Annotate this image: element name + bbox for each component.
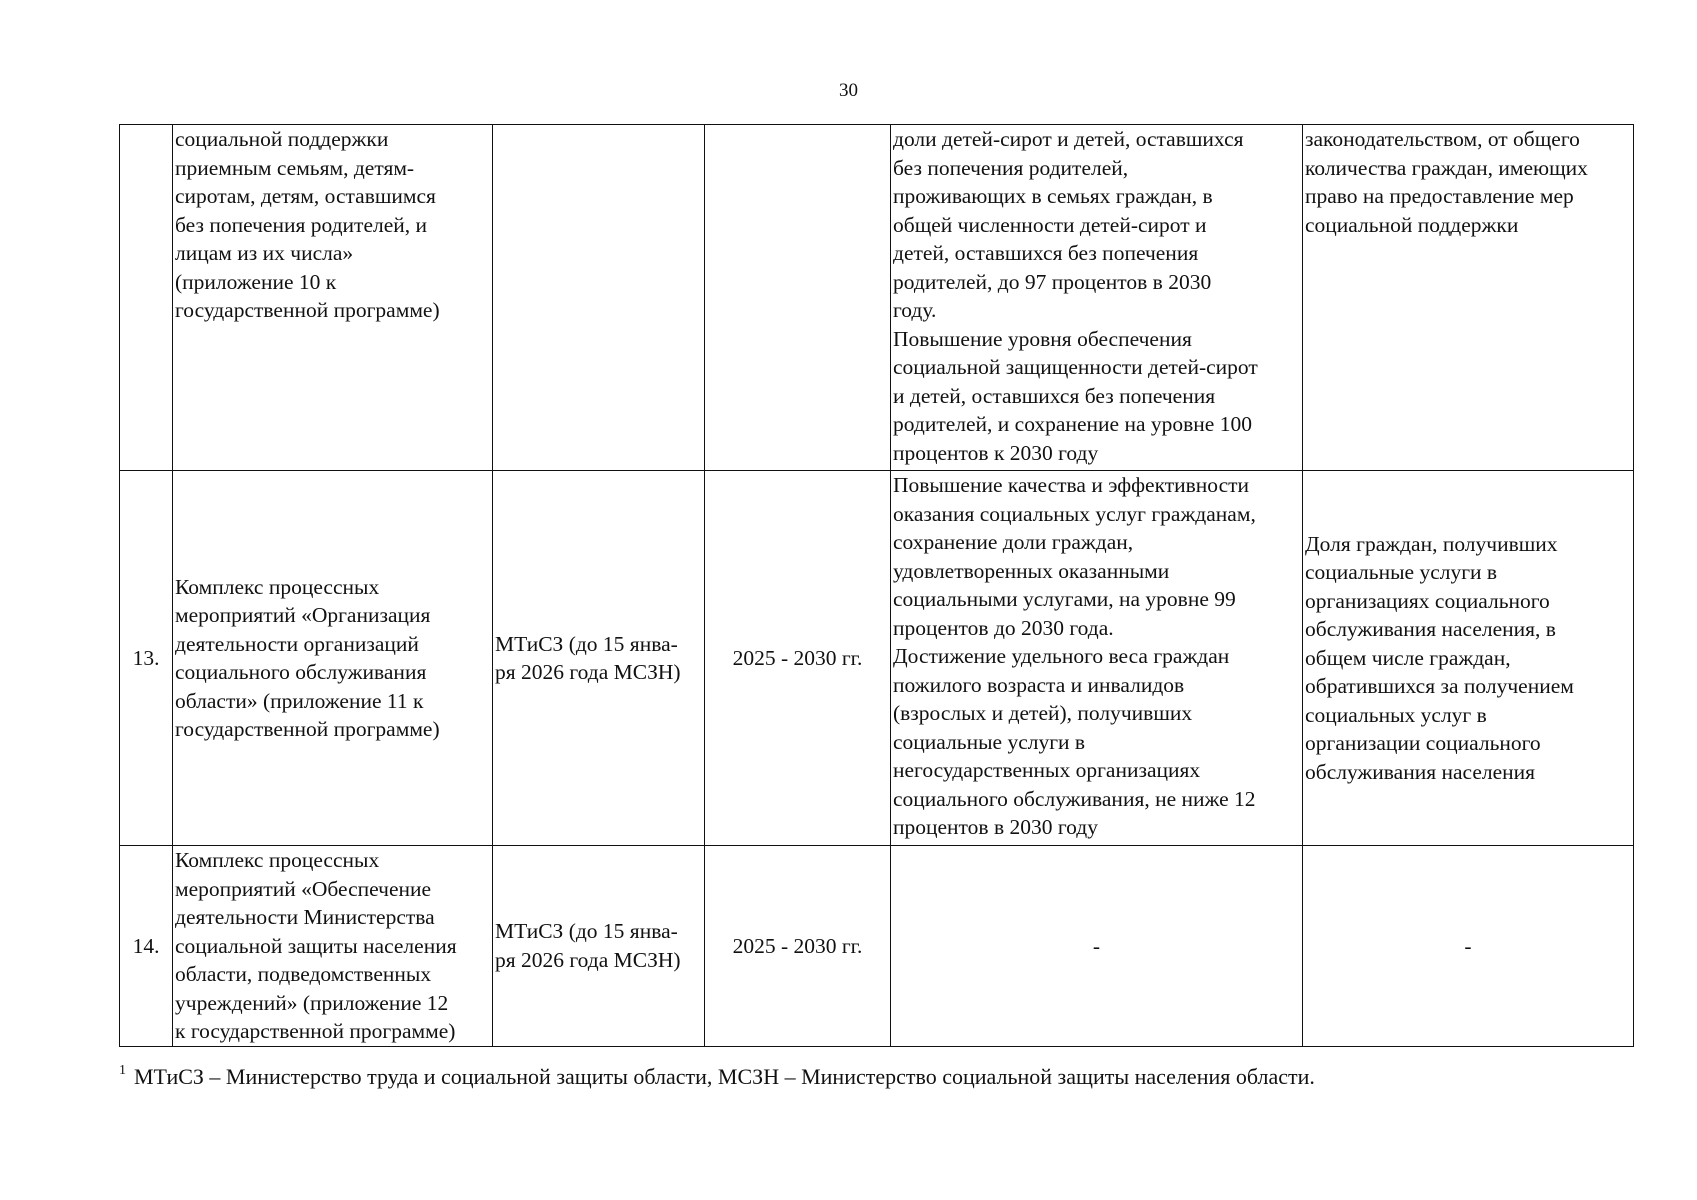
table-row	[120, 125, 1634, 471]
period-cell: 2025 - 2030 гг.	[705, 846, 891, 1047]
measure-name-text: Комплекс процессных мероприятий «Организация деятельности организаций социального обслуживания области» (приложение 11 к государственной программе)	[175, 574, 440, 741]
expected-results-text: Повышение качества и эффективности оказания социальных услуг гражданам, сохранение доли граждан, удовлетворенных оказанными социальными услугами, на уровне 99 процентов до 2030 года. Достижение удельного веса граждан пожилого возраста и инвалидов (взрослых и детей), получивших социальные услуги в негосударственных организациях социального обслуживания, не ниже 12 процентов в 2030 году	[893, 473, 1256, 839]
executor-text: МТиСЗ (до 15 янва- ря 2026 года МСЗН)	[495, 919, 681, 972]
expected-results-cell: -	[891, 846, 1303, 1047]
footnote-text: МТиСЗ – Министерство труда и социальной защиты области, МСЗН – Министерство социальной защиты населения области.	[134, 1064, 1315, 1089]
footnote	[119, 1063, 1315, 1090]
executor-cell	[493, 125, 705, 471]
indicator-cell	[1303, 125, 1634, 471]
period-cell: 2025 - 2030 гг.	[705, 471, 891, 846]
measure-name-text: Комплекс процессных мероприятий «Обеспечение деятельности Министерства социальной защиты населения области, подведомственных учреждений» (приложение 12 к государственной программе)	[175, 848, 457, 1043]
expected-results-text: доли детей-сирот и детей, оставшихся без попечения родителей, проживающих в семьях граждан, в общей численности детей-сирот и детей, оставшихся без попечения родителей, до 97 процентов в 2030 году. Повышение уровня обеспечения социальной защищенности детей-сирот и детей, оставшихся без попечения родителей, и сохранение на уровне 100 процентов к 2030 году	[893, 127, 1258, 465]
measure-name-cell	[173, 471, 493, 846]
program-measures-table	[119, 124, 1634, 1047]
page-number: 30	[839, 80, 858, 101]
table-row	[120, 471, 1634, 846]
footnote-marker: 1	[119, 1063, 126, 1078]
table-row	[120, 846, 1634, 1047]
indicator-cell: -	[1303, 846, 1634, 1047]
measure-name-cell	[173, 846, 493, 1047]
indicator-cell	[1303, 471, 1634, 846]
indicator-text: законодательством, от общего количества граждан, имеющих право на предоставление мер социальной поддержки	[1305, 127, 1588, 237]
executor-cell	[493, 846, 705, 1047]
indicator-text: Доля граждан, получивших социальные услуги в организациях социального обслуживания населения, в общем числе граждан, обратившихся за получением социальных услуг в организации социального обслуживания населения	[1305, 531, 1574, 784]
row-number-cell: 13.	[120, 471, 173, 846]
measure-name-cell	[173, 125, 493, 471]
executor-cell	[493, 471, 705, 846]
measure-name-text: социальной поддержки приемным семьям, детям- сиротам, детям, оставшимся без попечения родителей, и лицам из их числа» (приложение 10 к государственной программе)	[175, 127, 440, 322]
executor-text: МТиСЗ (до 15 янва- ря 2026 года МСЗН)	[495, 631, 681, 684]
expected-results-cell	[891, 471, 1303, 846]
row-number-cell	[120, 125, 173, 471]
row-number-cell: 14.	[120, 846, 173, 1047]
period-cell	[705, 125, 891, 471]
expected-results-cell	[891, 125, 1303, 471]
